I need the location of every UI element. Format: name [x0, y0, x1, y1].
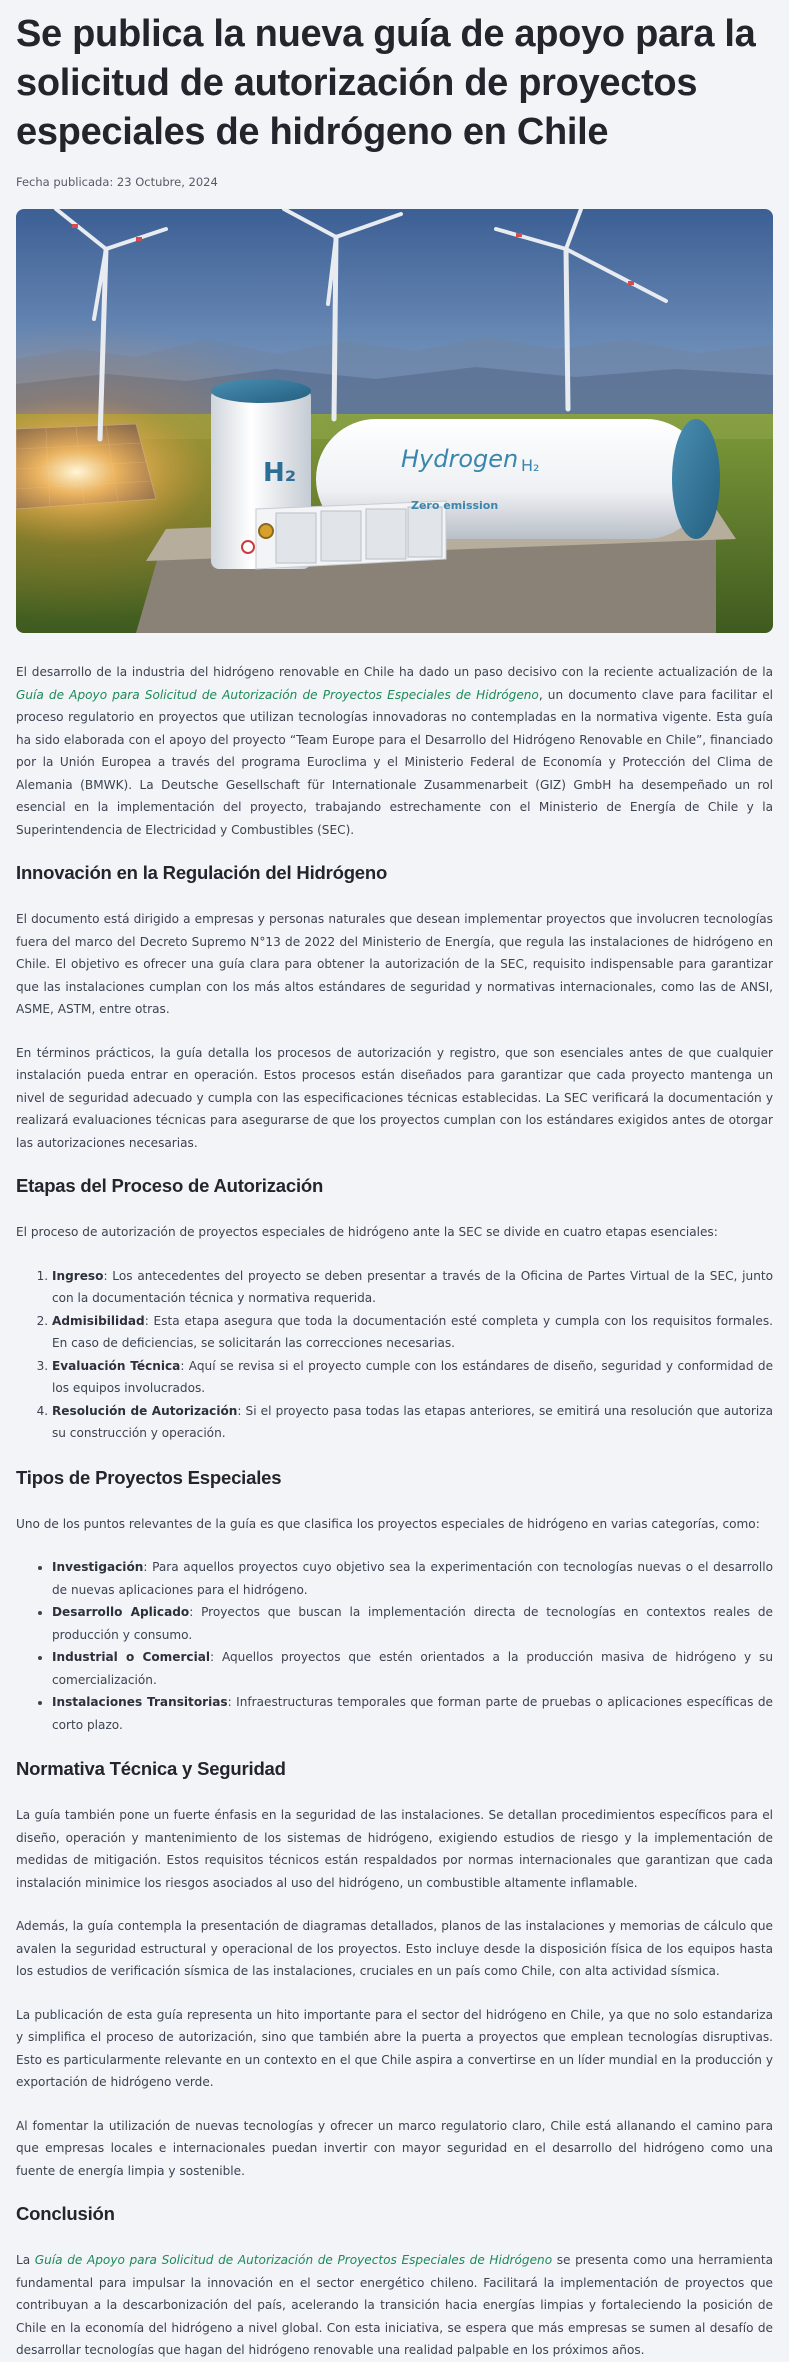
- list-item-text: : Aquellos proyectos que estén orientados a la producción masiva de hidrógeno y su comercialización.: [52, 1650, 773, 1687]
- guide-link[interactable]: Guía de Apoyo para Solicitud de Autorización de Proyectos Especiales de Hidrógeno: [34, 2253, 553, 2267]
- list-item: [52, 1556, 773, 1601]
- page-title: Se publica la nueva guía de apoyo para la solicitud de autorización de proyectos especiales de hidrógeno en Chile: [16, 13, 756, 153]
- intro-paragraph: [16, 661, 773, 841]
- list-item-term: Instalaciones Transitorias: [52, 1695, 228, 1709]
- small-tank-formula: H₂: [263, 458, 297, 488]
- list-item-text: : Proyectos que buscan la implementación directa de tecnologías en contextos reales de producción y consumo.: [52, 1605, 773, 1642]
- guide-link[interactable]: Guía de Apoyo para Solicitud de Autorización de Proyectos Especiales de Hidrógeno: [16, 687, 539, 702]
- list-item-text: : Esta etapa asegura que toda la documentación esté completa y cumpla con los requisitos formales. En caso de deficiencias, se solicitarán las correcciones necesarias.: [52, 1313, 773, 1350]
- list-item-text: : Si el proyecto pasa todas las etapas anteriores, se emitirá una resolución que autoriza su construcción y operación.: [52, 1403, 773, 1440]
- list-item: [52, 1691, 773, 1736]
- list-item: [52, 1400, 773, 1445]
- list-item: [52, 1355, 773, 1400]
- innovacion-paragraph-1: El documento está dirigido a empresas y personas naturales que desean implementar proyectos que involucren tecnologías fuera del marco del Decreto Supremo N°13 de 2022 del Ministerio de Energía, que regula las instalaciones de hidrógeno en Chile. El objetivo es ofrecer una guía clara para obtener la autorización de la SEC, requisito indispensable para garantizar que las instalaciones cumplan con los más altos estándares de seguridad y normativas internacionales, como las de ANSI, ASME, ASTM, entre otras.: [16, 912, 773, 1016]
- tipos-list: [16, 1556, 773, 1736]
- heading-etapas: Etapas del Proceso de Autorización: [16, 1175, 324, 1196]
- tipos-intro: Uno de los puntos relevantes de la guía es que clasifica los proyectos especiales de hidrógeno en varias categorías, como:: [16, 1516, 760, 1531]
- list-item-text: : Infraestructuras temporales que forman parte de pruebas o aplicaciones específicas de corto plazo.: [52, 1695, 773, 1732]
- etapas-list: [16, 1265, 773, 1445]
- conclusion-text-end: se presenta como una herramienta fundamental para impulsar la innovación en el sector energético chileno. Facilitará la implementación de proyectos que contribuyan a la descarbonización del país, acelerando la transición hacia energías limpias y fortaleciendo la posición de Chile en la economía del hidrógeno a nivel global. Con esta iniciativa, se espera que más empresas se sumen al desafío de desarrollar tecnologías que hagan del hidrógeno renovable una realidad palpable en los próximos años.: [16, 2253, 773, 2357]
- list-item-text: : Aquí se revisa si el proyecto cumple con los estándares de diseño, seguridad y conformidad de los equipos involucrados.: [52, 1358, 774, 1395]
- list-item-term: Desarrollo Aplicado: [52, 1605, 190, 1619]
- normativa-paragraph-3: La publicación de esta guía representa un hito importante para el sector del hidrógeno en Chile, ya que no solo estandariza y simplifica el proceso de autorización, sino que también abre la puerta a proyectos que emplean tecnologías disruptivas. Esto es particularmente relevante en un contexto en el que Chile aspira a convertirse en un líder mundial en la producción y exportación de hidrógeno verde.: [16, 2007, 773, 2089]
- tank-formula: H₂: [521, 456, 540, 475]
- heading-conclusion: Conclusión: [16, 2203, 115, 2224]
- normativa-paragraph-1: La guía también pone un fuerte énfasis en la seguridad de las instalaciones. Se detallan procedimientos específicos para el diseño, operación y mantenimiento de los sistemas de hidrógeno, exigiendo estudios de riesgo y la implementación de medidas de mitigación. Estos requisitos técnicos están respaldados por normas internacionales que garantizan que cada instalación minimice los riesgos asociados al uso del hidrógeno, un combustible altamente inflamable.: [16, 1808, 773, 1890]
- emission-text: Zero emission: [411, 499, 499, 512]
- hero-image: [16, 209, 773, 633]
- list-item-term: Ingreso: [52, 1268, 104, 1283]
- intro-text-start: El desarrollo de la industria del hidrógeno renovable en Chile ha dado un paso decisivo con la reciente actualización de la: [16, 665, 773, 679]
- intro-text-end: , un documento clave para facilitar el proceso regulatorio en proyectos que utilizan tecnologías innovadoras no contempladas en la normativa vigente. Esta guía ha sido elaborada con el apoyo del proyecto “Team Europe para el Desarrollo del Hidrógeno Renovable en Chile”, financiado por la Unión Europea a través del programa Euroclima y el Ministerio Federal de Economía y Protección del Clima de Alemania (BMWK). La Deutsche Gesellschaft für Internationale Zusammenarbeit (GIZ) GmbH ha desempeñado un rol esencial en la implementación del proyecto, trabajando estrechamente con el Ministerio de Energía de Chile y la Superintendencia de Electricidad y Combustibles (SEC).: [16, 687, 774, 837]
- list-item-term: Evaluación Técnica: [52, 1358, 181, 1373]
- normativa-paragraph-2: Además, la guía contempla la presentación de diagramas detallados, planos de las instalaciones y memorias de cálculo que avalen la seguridad estructural y operacional de los proyectos. Esto incluye desde la disposición física de los equipos hasta los estudios de verificación sísmica de las instalaciones, cruciales en un país como Chile, con alta actividad sísmica.: [16, 1919, 773, 1978]
- heading-innovacion: Innovación en la Regulación del Hidrógeno: [16, 862, 388, 883]
- list-item-text: : Los antecedentes del proyecto se deben presentar a través de la Oficina de Partes Virtual de la SEC, junto con la documentación técnica y normativa requerida.: [52, 1268, 773, 1305]
- heading-normativa: Normativa Técnica y Seguridad: [16, 1758, 286, 1779]
- normativa-paragraph-4: Al fomentar la utilización de nuevas tecnologías y ofrecer un marco regulatorio claro, Chile está allanando el camino para que empresas locales e internacionales puedan invertir con mayor seguridad en el desarrollo del hidrógeno como una fuente de energía limpia y sostenible.: [16, 2118, 773, 2178]
- list-item: [52, 1601, 773, 1646]
- etapas-intro: El proceso de autorización de proyectos especiales de hidrógeno ante la SEC se divide en cuatro etapas esenciales:: [16, 1225, 718, 1239]
- heading-tipos: Tipos de Proyectos Especiales: [16, 1466, 282, 1488]
- tank-label: Hydrogen: [401, 445, 519, 473]
- list-item-term: Industrial o Comercial: [52, 1650, 211, 1664]
- list-item: [52, 1265, 773, 1310]
- list-item-term: Investigación: [52, 1560, 144, 1574]
- list-item-term: Admisibilidad: [52, 1313, 145, 1328]
- conclusion-paragraph: [16, 2249, 773, 2362]
- conclusion-text-start: La: [16, 2253, 35, 2267]
- publish-date: Fecha publicada: 23 Octubre, 2024: [16, 175, 218, 189]
- list-item: [52, 1646, 773, 1691]
- list-item-text: : Para aquellos proyectos cuyo objetivo sea la experimentación con tecnologías nuevas o el desarrollo de nuevas aplicaciones para el hidrógeno.: [52, 1560, 773, 1597]
- list-item-term: Resolución de Autorización: [52, 1403, 238, 1418]
- list-item: [52, 1310, 773, 1355]
- innovacion-paragraph-2: En términos prácticos, la guía detalla los procesos de autorización y registro, que son esenciales antes de que cualquier instalación pueda entrar en operación. Estos procesos están diseñados para garantizar que cada proyecto mantenga un nivel de seguridad adecuado y cumpla con las especificaciones técnicas establecidas. La SEC verificará la documentación y realizará evaluaciones técnicas para asegurarse de que los proyectos cumplan con los estándares exigidos antes de otorgar las autorizaciones necesarias.: [16, 1045, 773, 1150]
